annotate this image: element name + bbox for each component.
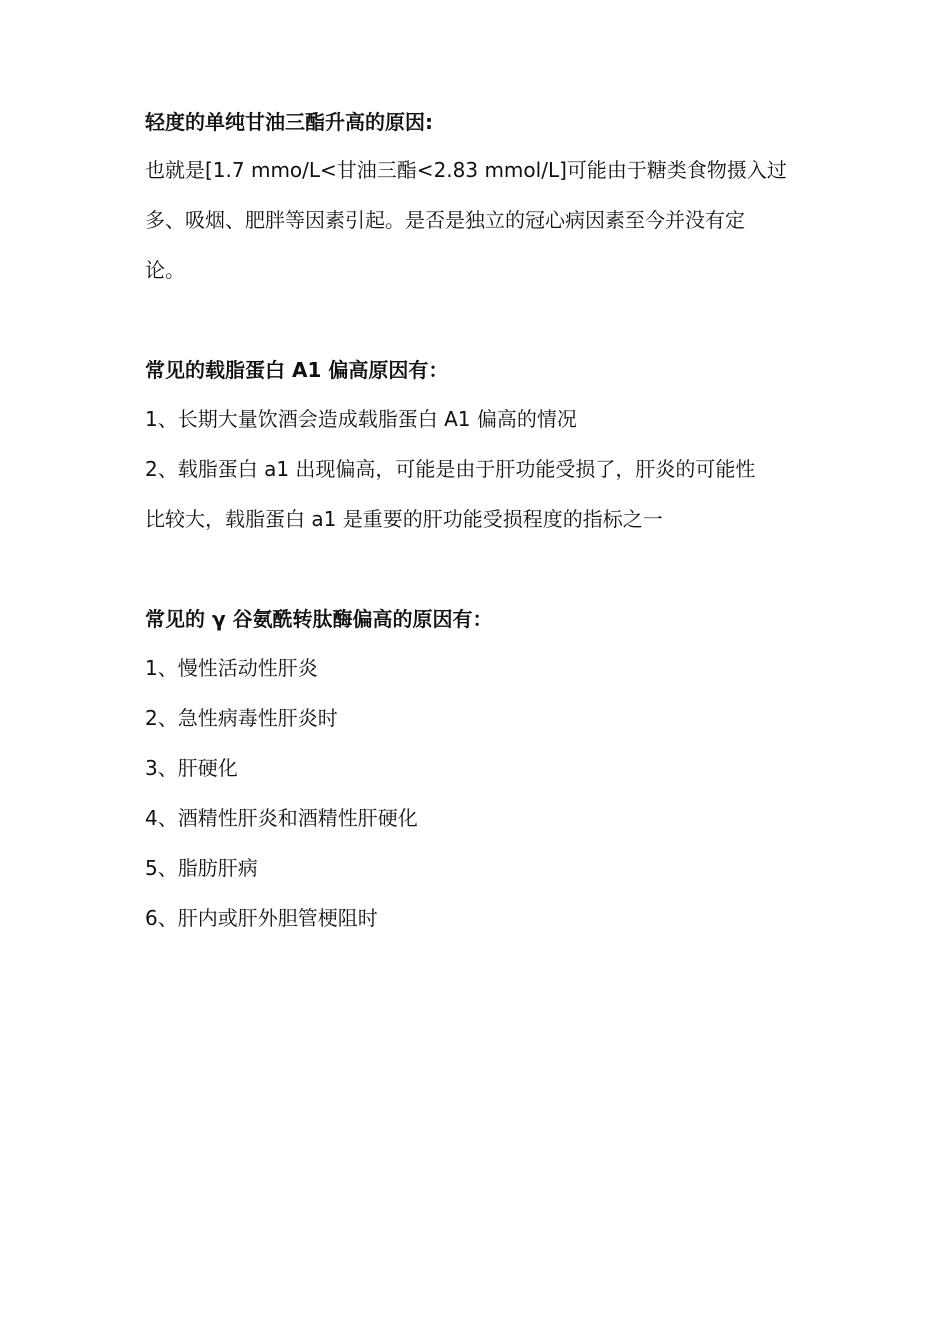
triglyceride-heading: 轻度的单纯甘油三酯升高的原因:: [145, 110, 433, 134]
triglyceride-paragraph-line-2: 多、吸烟、肥胖等因素引起。是否是独立的冠心病因素至今并没有定: [145, 208, 745, 232]
ggt-item-2: 2、急性病毒性肝炎时: [145, 706, 338, 730]
apoa1-heading: 常见的载脂蛋白 A1 偏高原因有：: [145, 358, 449, 382]
ggt-item-3: 3、肝硬化: [145, 756, 238, 780]
ggt-heading: 常见的 γ 谷氨酰转肽酶偏高的原因有：: [145, 607, 493, 631]
apoa1-item-2-continued: 比较大，载脂蛋白 a1 是重要的肝功能受损程度的指标之一: [145, 507, 663, 531]
triglyceride-paragraph-line-1: 也就是[1.7 mmo/L<甘油三酯<2.83 mmol/L]可能由于糖类食物摄入过: [145, 158, 787, 182]
ggt-item-4: 4、酒精性肝炎和酒精性肝硬化: [145, 806, 418, 830]
ggt-item-6: 6、肝内或肝外胆管梗阻时: [145, 906, 378, 930]
apoa1-item-2: 2、载脂蛋白 a1 出现偏高，可能是由于肝功能受损了，肝炎的可能性: [145, 457, 756, 481]
ggt-item-1: 1、慢性活动性肝炎: [145, 656, 318, 680]
ggt-item-5: 5、脂肪肝病: [145, 856, 258, 880]
triglyceride-paragraph-line-3: 论。: [145, 258, 185, 282]
apoa1-item-1: 1、长期大量饮酒会造成载脂蛋白 A1 偏高的情况: [145, 407, 577, 431]
